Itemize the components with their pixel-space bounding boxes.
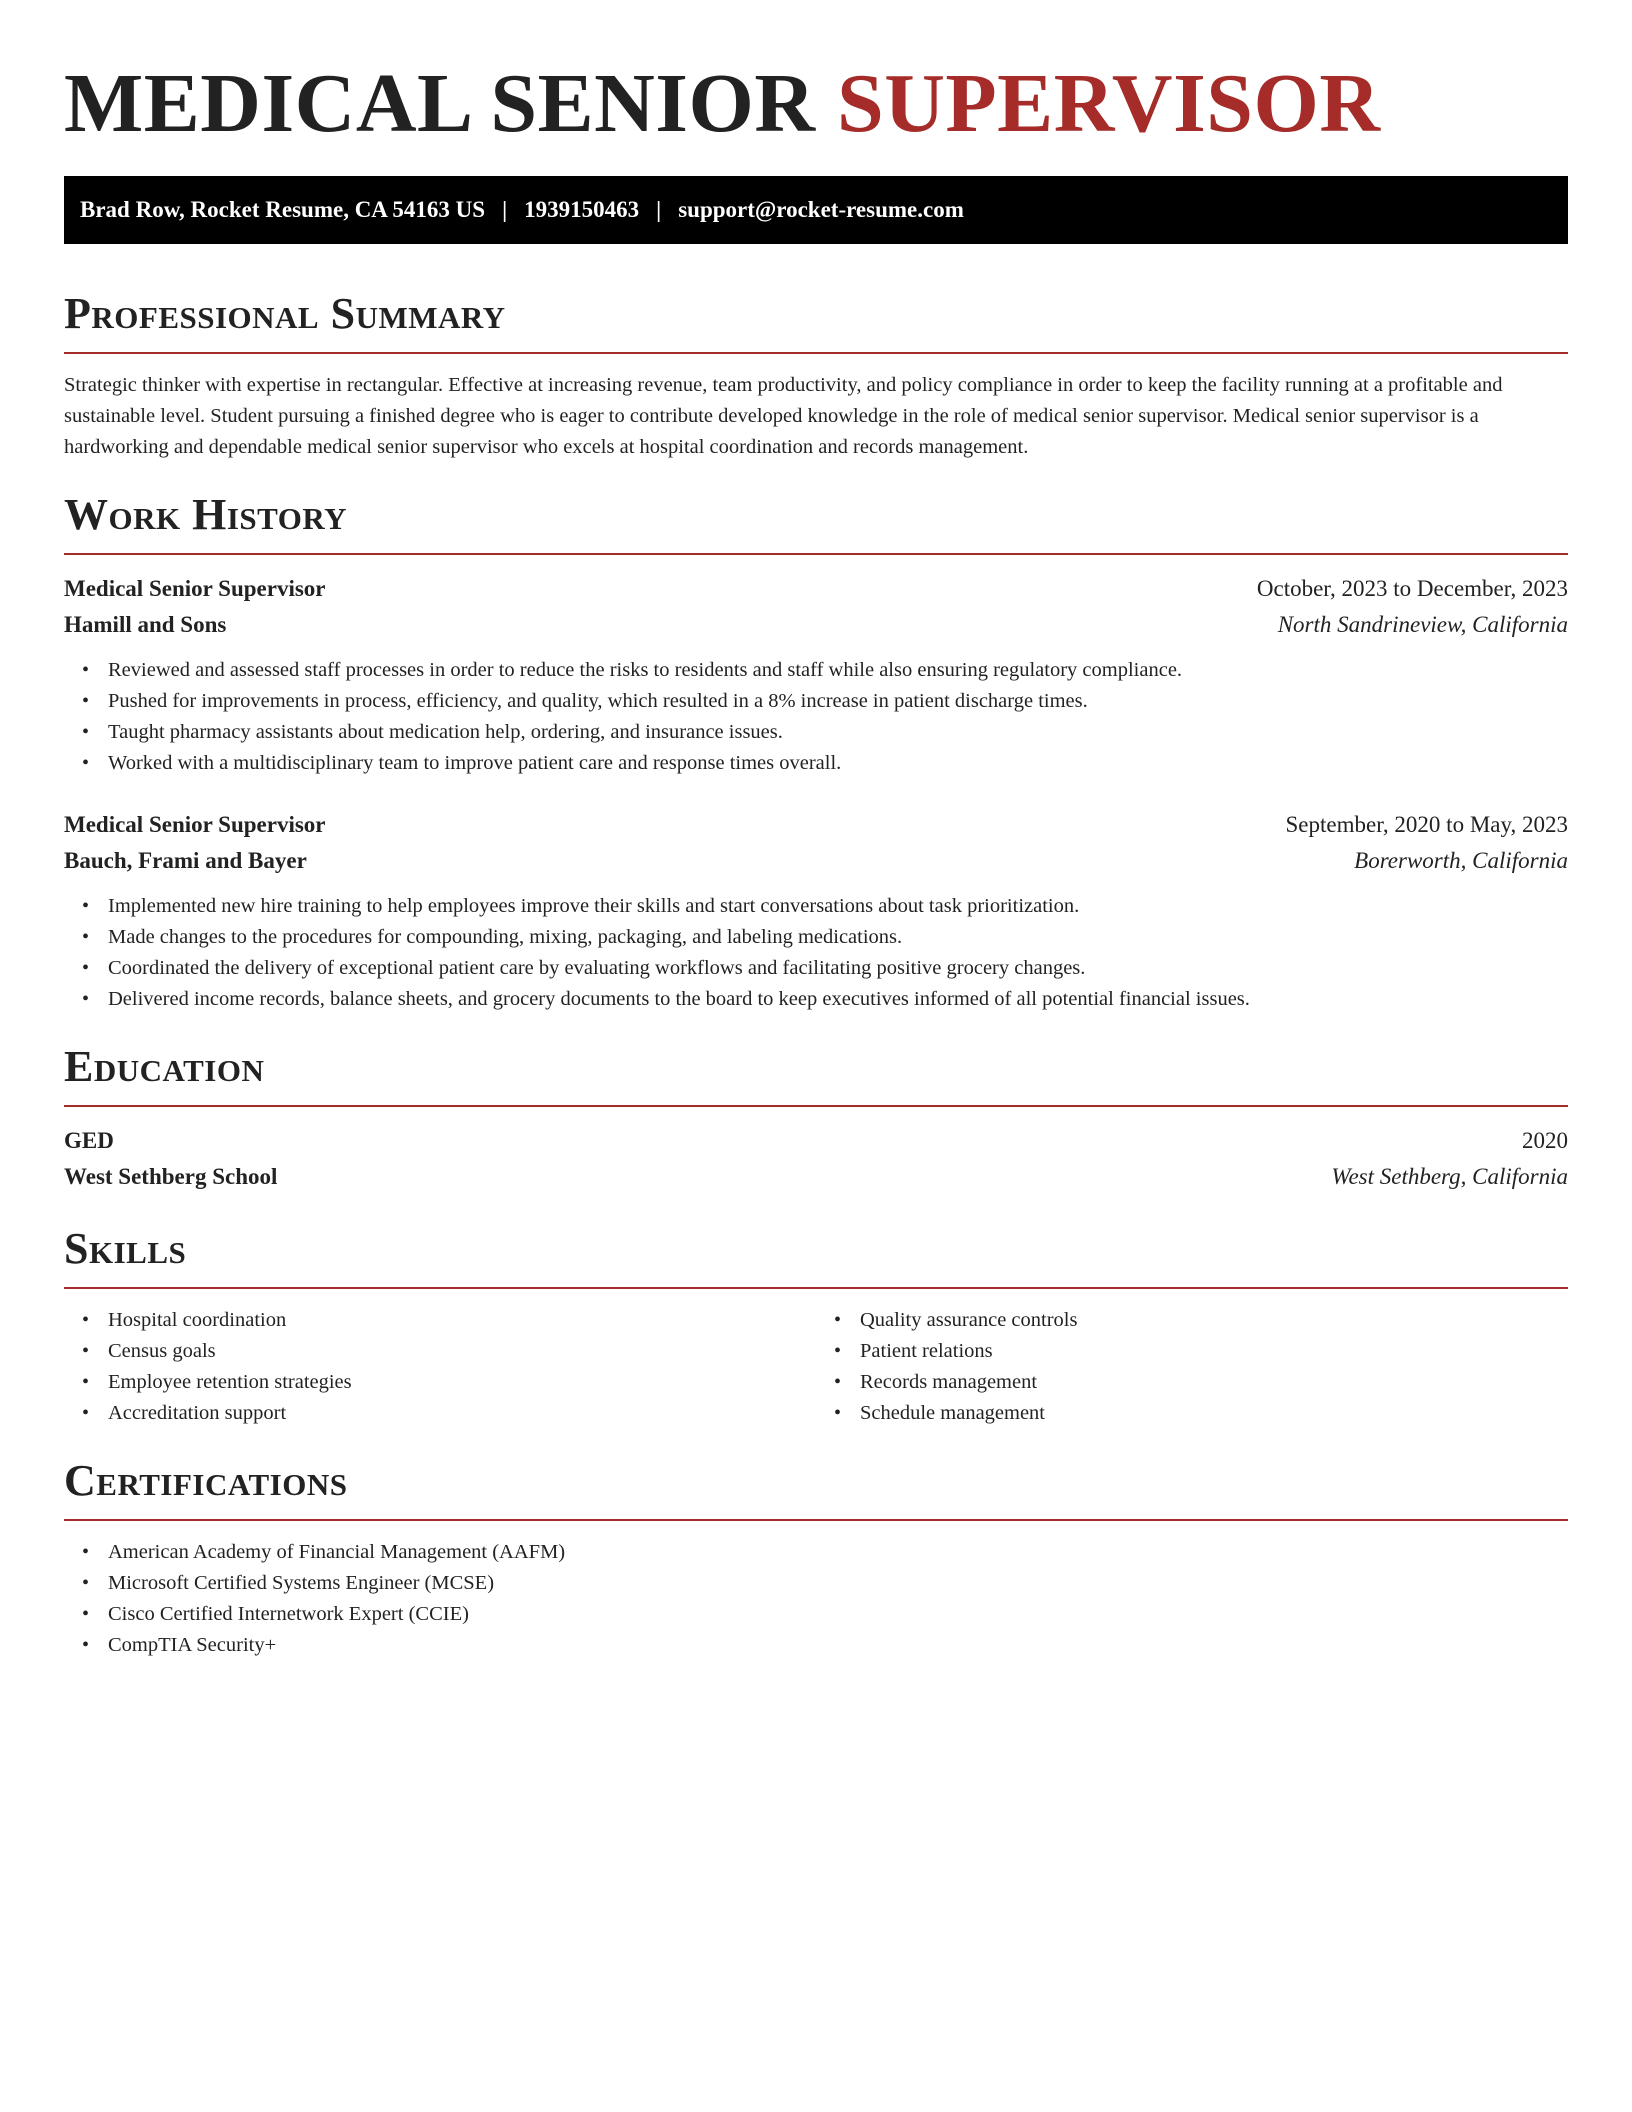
education-heading: Education [64,1042,265,1091]
job-bullet: • Worked with a multidisciplinary team to improve patient care and response times overall. [108,748,1568,779]
education-school-row [64,1159,1568,1195]
certification-item: • American Academy of Financial Management (AAFM) [108,1537,1568,1568]
job-bullet: • Delivered income records, balance sheets, and grocery documents to the board to keep executives informed of all potential financial issues. [108,984,1568,1015]
job-dates: September, 2020 to May, 2023 [1285,812,1568,837]
contact-phone: 1939150463 [524,197,640,222]
section-divider [64,1287,1568,1289]
skill-item: • Census goals [108,1336,816,1367]
job-position: Medical Senior Supervisor [64,812,326,837]
job-entry [64,807,1568,1015]
job-bullets [64,655,1568,779]
education-section [64,1041,1568,1195]
skills-section [64,1223,1568,1429]
job-company: Bauch, Frami and Bayer [64,848,307,873]
summary-section [64,288,1568,463]
skill-item: • Patient relations [860,1336,1568,1367]
work-history-heading: Work History [64,490,348,539]
resume-name [64,56,1568,152]
section-divider [64,1519,1568,1521]
skill-item: • Schedule management [860,1398,1568,1429]
job-dates: October, 2023 to December, 2023 [1256,576,1568,601]
certification-item: • Cisco Certified Internetwork Expert (CCIE) [108,1599,1568,1630]
certification-item: • CompTIA Security+ [108,1630,1568,1661]
skills-grid [64,1305,1568,1429]
certification-item: • Microsoft Certified Systems Engineer (MCSE) [108,1568,1568,1599]
name-first: MEDICAL SENIOR [64,57,816,150]
section-divider [64,1105,1568,1107]
skills-heading: Skills [64,1224,187,1273]
name-last: SUPERVISOR [836,57,1381,150]
summary-heading: Professional Summary [64,289,506,338]
contact-address: Brad Row, Rocket Resume, CA 54163 US [80,197,486,222]
job-location: Borerworth, California [1354,848,1568,873]
job-header-row [64,571,1568,607]
contact-separator: | [502,197,508,222]
job-company-row [64,843,1568,879]
job-bullet: • Made changes to the procedures for compounding, mixing, packaging, and labeling medications. [108,922,1568,953]
skill-item: • Accreditation support [108,1398,816,1429]
job-bullets [64,891,1568,1015]
education-year: 2020 [1522,1128,1568,1153]
job-header-row [64,807,1568,843]
job-bullet: • Reviewed and assessed staff processes in order to reduce the risks to residents and staff while also ensuring regulatory compliance. [108,655,1568,686]
skills-column-left [64,1305,816,1429]
job-bullet: • Taught pharmacy assistants about medication help, ordering, and insurance issues. [108,717,1568,748]
job-position: Medical Senior Supervisor [64,576,326,601]
work-history-section [64,489,1568,1015]
education-school: West Sethberg School [64,1164,278,1189]
job-bullet: • Pushed for improvements in process, efficiency, and quality, which resulted in a 8% increase in patient discharge times. [108,686,1568,717]
section-divider [64,553,1568,555]
contact-bar [64,176,1568,244]
job-bullet: • Coordinated the delivery of exceptional patient care by evaluating workflows and facilitating positive grocery changes. [108,953,1568,984]
contact-email: support@rocket-resume.com [678,197,964,222]
job-bullet: • Implemented new hire training to help employees improve their skills and start conversations about task prioritization. [108,891,1568,922]
contact-separator: | [656,197,662,222]
section-divider [64,352,1568,354]
job-location: North Sandrineview, California [1277,612,1568,637]
certifications-list [64,1537,1568,1661]
certifications-heading: Certifications [64,1456,348,1505]
skill-item: • Employee retention strategies [108,1367,816,1398]
skills-column-right [816,1305,1568,1429]
skill-item: • Quality assurance controls [860,1305,1568,1336]
summary-text: Strategic thinker with expertise in rectangular. Effective at increasing revenue, team productivity, and policy compliance in order to keep the facility running at a profitable and sustainable level. Student pursuing a finished degree who is eager to contribute developed knowledge in the role of medical senior supervisor. Medical senior supervisor is a hardworking and dependable medical senior supervisor who excels at hospital coordination and records management. [64,374,1503,458]
job-entry [64,571,1568,779]
certifications-section [64,1455,1568,1661]
education-degree-row [64,1123,1568,1159]
job-company: Hamill and Sons [64,612,227,637]
skill-item: • Records management [860,1367,1568,1398]
education-degree: GED [64,1128,114,1153]
education-location: West Sethberg, California [1331,1164,1568,1189]
skill-item: • Hospital coordination [108,1305,816,1336]
job-company-row [64,607,1568,643]
